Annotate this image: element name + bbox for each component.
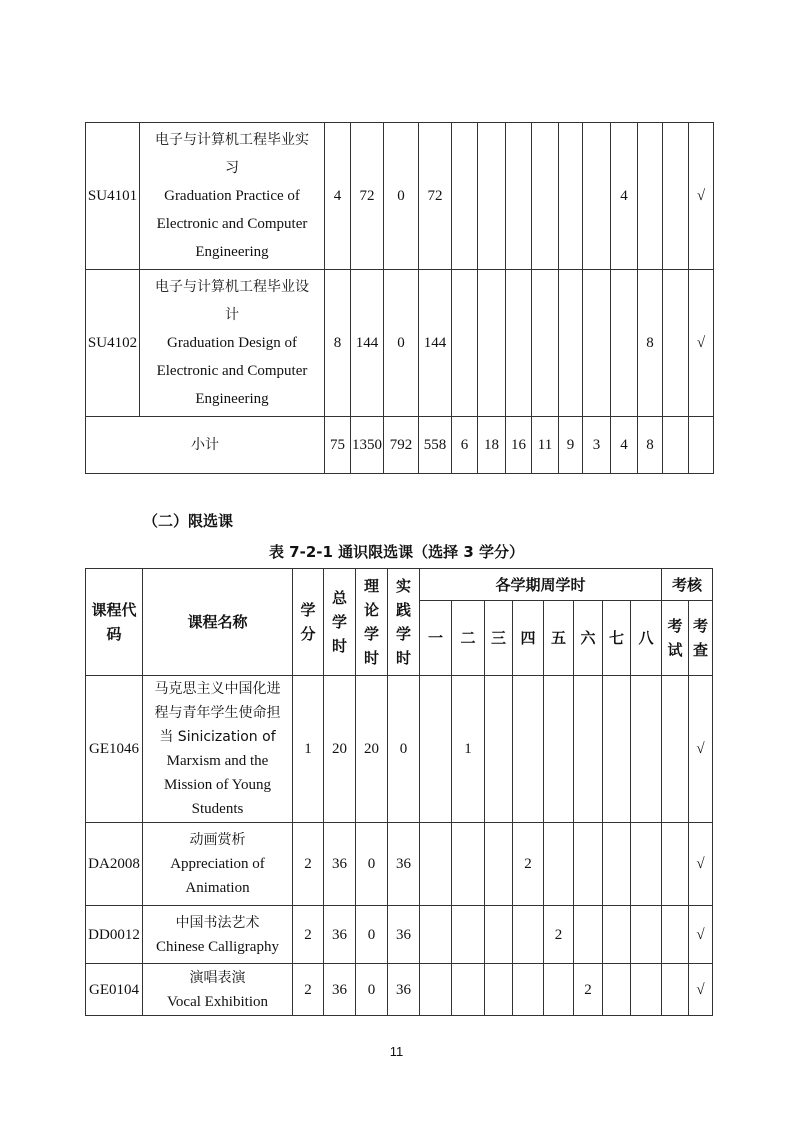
subtotal-semester-3: 16 <box>506 417 532 474</box>
subtotal-theory-hours: 792 <box>384 417 419 474</box>
header-check <box>689 601 713 676</box>
header-char: 学 <box>300 601 316 619</box>
header-char: 学 <box>331 613 347 631</box>
course-name-line: 马克思主义中国化进 <box>154 681 281 697</box>
header-theory-hours <box>356 569 388 676</box>
semester-5-hours: 2 <box>544 906 574 964</box>
semester-1-hours <box>420 823 452 906</box>
course-name-line: Mission of Young <box>163 777 272 793</box>
subtotal-semester-7: 4 <box>611 417 638 474</box>
semester-3-hours <box>485 964 513 1016</box>
exam-mark <box>663 123 689 270</box>
course-name-line: 电子与计算机工程毕业实 <box>155 132 309 148</box>
subtotal-semester-5: 9 <box>559 417 583 474</box>
exam-mark <box>662 676 689 823</box>
course-code: DD0012 <box>86 906 143 964</box>
header-char: 总 <box>331 589 347 607</box>
check-mark: √ <box>689 676 713 823</box>
course-name-line: 中国书法艺术 <box>175 914 260 931</box>
course-name-line: Students <box>191 801 244 817</box>
credits: 4 <box>325 123 351 270</box>
practice-hours: 0 <box>388 676 420 823</box>
semester-6-hours <box>574 676 603 823</box>
table-row <box>86 270 714 417</box>
theory-hours: 0 <box>356 823 388 906</box>
semester-8-hours <box>631 906 662 964</box>
semester-4-hours <box>513 676 544 823</box>
general-elective-courses-table <box>85 568 713 1016</box>
header-semester-8: 八 <box>631 601 662 676</box>
theory-hours: 0 <box>384 123 419 270</box>
subtotal-label: 小计 <box>86 417 325 474</box>
header-course-code <box>86 569 143 676</box>
theory-hours: 0 <box>384 270 419 417</box>
course-name-line: 演唱表演 <box>189 969 246 986</box>
header-semesters-group: 各学期周学时 <box>420 569 662 601</box>
semester-4-hours <box>532 123 559 270</box>
course-name-line: Marxism and the <box>166 753 269 769</box>
semester-8-hours <box>638 123 663 270</box>
check-mark: √ <box>689 823 713 906</box>
credits: 2 <box>293 906 324 964</box>
course-code: SU4101 <box>86 123 140 270</box>
exam-mark <box>663 270 689 417</box>
total-hours: 144 <box>351 270 384 417</box>
semester-3-hours <box>485 906 513 964</box>
semester-2-hours <box>452 823 485 906</box>
header-assessment-group: 考核 <box>662 569 713 601</box>
semester-4-hours <box>513 906 544 964</box>
exam-mark <box>662 964 689 1016</box>
header-char: 学 <box>395 625 411 643</box>
subtotal-credits: 75 <box>325 417 351 474</box>
course-name-line: Animation <box>185 880 250 896</box>
header-char: 时 <box>395 649 411 667</box>
semester-3-hours <box>485 676 513 823</box>
check-mark: √ <box>689 964 713 1016</box>
table-row <box>86 676 713 823</box>
subtotal-practice-hours: 558 <box>419 417 452 474</box>
header-char: 考 <box>693 617 709 635</box>
course-name-line: 动画赏析 <box>189 832 246 848</box>
course-code: SU4102 <box>86 270 140 417</box>
section-heading: （二）限选课 <box>143 512 234 530</box>
check-mark: √ <box>689 906 713 964</box>
subtotal-semester-2: 18 <box>478 417 506 474</box>
header-practice-hours <box>388 569 420 676</box>
subtotal-semester-6: 3 <box>583 417 611 474</box>
credits: 2 <box>293 964 324 1016</box>
check-mark: √ <box>689 270 714 417</box>
exam-mark <box>662 823 689 906</box>
semester-1-hours <box>420 964 452 1016</box>
practice-hours: 36 <box>388 823 420 906</box>
course-name-line: Electronic and Computer <box>156 363 308 379</box>
required-courses-table-continued <box>85 122 714 474</box>
semester-5-hours <box>544 823 574 906</box>
header-char: 践 <box>395 601 411 619</box>
total-hours: 36 <box>324 964 356 1016</box>
header-semester-6: 六 <box>574 601 603 676</box>
semester-2-hours <box>478 270 506 417</box>
credits: 1 <box>293 676 324 823</box>
course-name-line: Vocal Exhibition <box>167 993 268 1010</box>
credits: 8 <box>325 270 351 417</box>
header-char: 分 <box>300 625 316 643</box>
header-exam <box>662 601 689 676</box>
header-char: 时 <box>363 649 379 667</box>
semester-8-hours <box>631 823 662 906</box>
subtotal-semester-4: 11 <box>532 417 559 474</box>
subtotal-exam <box>663 417 689 474</box>
header-semester-5: 五 <box>544 601 574 676</box>
table-row <box>86 823 713 906</box>
practice-hours: 144 <box>419 270 452 417</box>
semester-2-hours: 1 <box>452 676 485 823</box>
course-name <box>143 823 293 906</box>
course-name-line: Electronic and Computer <box>156 216 308 232</box>
semester-8-hours <box>631 964 662 1016</box>
semester-7-hours <box>603 823 631 906</box>
header-credits <box>293 569 324 676</box>
course-name-line: Engineering <box>195 244 269 260</box>
semester-7-hours <box>611 270 638 417</box>
subtotal-total-hours: 1350 <box>351 417 384 474</box>
subtotal-semester-1: 6 <box>452 417 478 474</box>
semester-4-hours: 2 <box>513 823 544 906</box>
course-name-line: Engineering <box>195 391 269 407</box>
theory-hours: 0 <box>356 906 388 964</box>
course-name <box>140 123 325 270</box>
header-row <box>86 569 713 601</box>
semester-1-hours <box>420 906 452 964</box>
semester-8-hours: 8 <box>638 270 663 417</box>
course-name-line: 当 Sinicization of <box>159 729 276 745</box>
semester-7-hours: 4 <box>611 123 638 270</box>
semester-7-hours <box>603 676 631 823</box>
table-caption: 表 7-2-1 通识限选课（选择 3 学分） <box>268 543 525 561</box>
semester-1-hours <box>452 123 478 270</box>
course-name-line: Chinese Calligraphy <box>156 938 279 955</box>
header-char: 实 <box>395 577 411 595</box>
course-name-line: 习 <box>225 160 239 176</box>
credits: 2 <box>293 823 324 906</box>
course-name <box>143 964 293 1016</box>
theory-hours: 0 <box>356 964 388 1016</box>
header-char: 论 <box>363 601 379 619</box>
header-semester-4: 四 <box>513 601 544 676</box>
subtotal-check <box>689 417 714 474</box>
course-code: GE0104 <box>86 964 143 1016</box>
semester-4-hours <box>513 964 544 1016</box>
subtotal-row <box>86 417 714 474</box>
semester-5-hours <box>559 270 583 417</box>
semester-7-hours <box>603 964 631 1016</box>
header-semester-3: 三 <box>485 601 513 676</box>
semester-5-hours <box>544 964 574 1016</box>
semester-2-hours <box>478 123 506 270</box>
total-hours: 20 <box>324 676 356 823</box>
semester-5-hours <box>559 123 583 270</box>
header-course-name: 课程名称 <box>143 569 293 676</box>
course-name <box>140 270 325 417</box>
header-semester-2: 二 <box>452 601 485 676</box>
header-char: 理 <box>363 577 379 595</box>
page-number: 11 <box>389 1044 404 1059</box>
header-semester-1: 一 <box>420 601 452 676</box>
semester-7-hours <box>603 906 631 964</box>
table-row <box>86 906 713 964</box>
table-row <box>86 123 714 270</box>
course-name <box>143 906 293 964</box>
semester-3-hours <box>485 823 513 906</box>
semester-1-hours <box>452 270 478 417</box>
course-name-line: Graduation Practice of <box>164 188 300 204</box>
subtotal-semester-8: 8 <box>638 417 663 474</box>
practice-hours: 36 <box>388 964 420 1016</box>
semester-6-hours <box>583 270 611 417</box>
header-text: 课程代码 <box>91 601 137 643</box>
total-hours: 72 <box>351 123 384 270</box>
header-char: 学 <box>363 625 379 643</box>
course-name-line: 计 <box>225 307 239 323</box>
theory-hours: 20 <box>356 676 388 823</box>
course-code: DA2008 <box>86 823 143 906</box>
semester-5-hours <box>544 676 574 823</box>
semester-3-hours <box>506 270 532 417</box>
course-name-line: 程与青年学生使命担 <box>154 705 281 721</box>
semester-6-hours <box>574 823 603 906</box>
semester-4-hours <box>532 270 559 417</box>
practice-hours: 36 <box>388 906 420 964</box>
exam-mark <box>662 906 689 964</box>
table-row <box>86 964 713 1016</box>
semester-6-hours: 2 <box>574 964 603 1016</box>
course-name-line: Appreciation of <box>170 856 265 872</box>
course-name-line: Graduation Design of <box>167 335 297 351</box>
check-mark: √ <box>689 123 714 270</box>
semester-6-hours <box>583 123 611 270</box>
header-char: 查 <box>693 641 709 659</box>
course-code: GE1046 <box>86 676 143 823</box>
semester-2-hours <box>452 906 485 964</box>
course-name <box>143 676 293 823</box>
header-char: 时 <box>331 637 347 655</box>
total-hours: 36 <box>324 823 356 906</box>
header-total-hours <box>324 569 356 676</box>
practice-hours: 72 <box>419 123 452 270</box>
header-char: 试 <box>667 641 683 659</box>
semester-8-hours <box>631 676 662 823</box>
semester-2-hours <box>452 964 485 1016</box>
header-char: 考 <box>667 617 683 635</box>
header-semester-7: 七 <box>603 601 631 676</box>
course-name-line: 电子与计算机工程毕业设 <box>155 279 309 295</box>
semester-3-hours <box>506 123 532 270</box>
semester-1-hours <box>420 676 452 823</box>
semester-6-hours <box>574 906 603 964</box>
total-hours: 36 <box>324 906 356 964</box>
